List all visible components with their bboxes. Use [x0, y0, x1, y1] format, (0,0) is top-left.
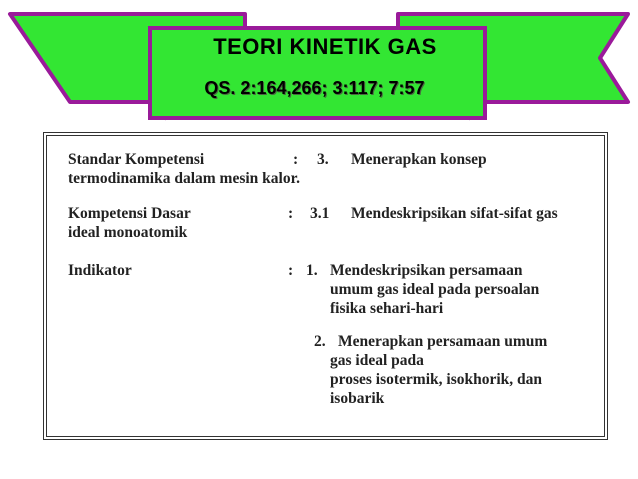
indikator-item2-line3: proses isotermik, isokhorik, dan: [330, 371, 543, 388]
kompetensi-text-line1: Mendeskripsikan sifat-sifat gas: [351, 205, 558, 222]
indikator-row: [68, 261, 598, 431]
indikator-item2-line1: Menerapkan persamaan umum: [338, 333, 548, 350]
standar-text-line2: termodinamika dalam mesin kalor.: [68, 170, 300, 187]
indikator-item2-number: 2.: [314, 333, 326, 350]
standar-number: 3.: [317, 151, 329, 168]
kompetensi-label: Kompetensi Dasar: [68, 205, 191, 222]
indikator-item2-line2: gas ideal pada: [330, 352, 424, 369]
kompetensi-dasar-row: [68, 204, 598, 261]
title-banner: [0, 0, 638, 125]
page-title: TEORI KINETIK GAS: [213, 34, 437, 59]
page-subtitle: QS. 2:164,266; 3:117; 7:57: [204, 78, 425, 98]
standar-colon: :: [293, 151, 299, 168]
indikator-item1-line2: umum gas ideal pada persoalan: [330, 281, 540, 298]
indikator-item2-line4: isobarik: [330, 390, 385, 407]
indikator-item1-line3: fisika sehari-hari: [330, 300, 444, 317]
banner-ribbon-shape: [0, 0, 638, 125]
standar-text-line1: Menerapkan konsep: [351, 151, 487, 168]
kompetensi-number: 3.1: [310, 205, 330, 222]
indikator-label: Indikator: [68, 262, 132, 279]
standar-label: Standar Kompetensi: [68, 151, 205, 168]
indikator-item1-line1: Mendeskripsikan persamaan: [330, 262, 523, 279]
kompetensi-colon: :: [288, 205, 294, 222]
content-body: [68, 150, 598, 431]
indikator-item1-number: 1.: [306, 262, 318, 279]
kompetensi-text-line2: ideal monoatomik: [68, 224, 188, 241]
standar-kompetensi-row: [68, 150, 598, 190]
indikator-colon: :: [288, 262, 294, 279]
